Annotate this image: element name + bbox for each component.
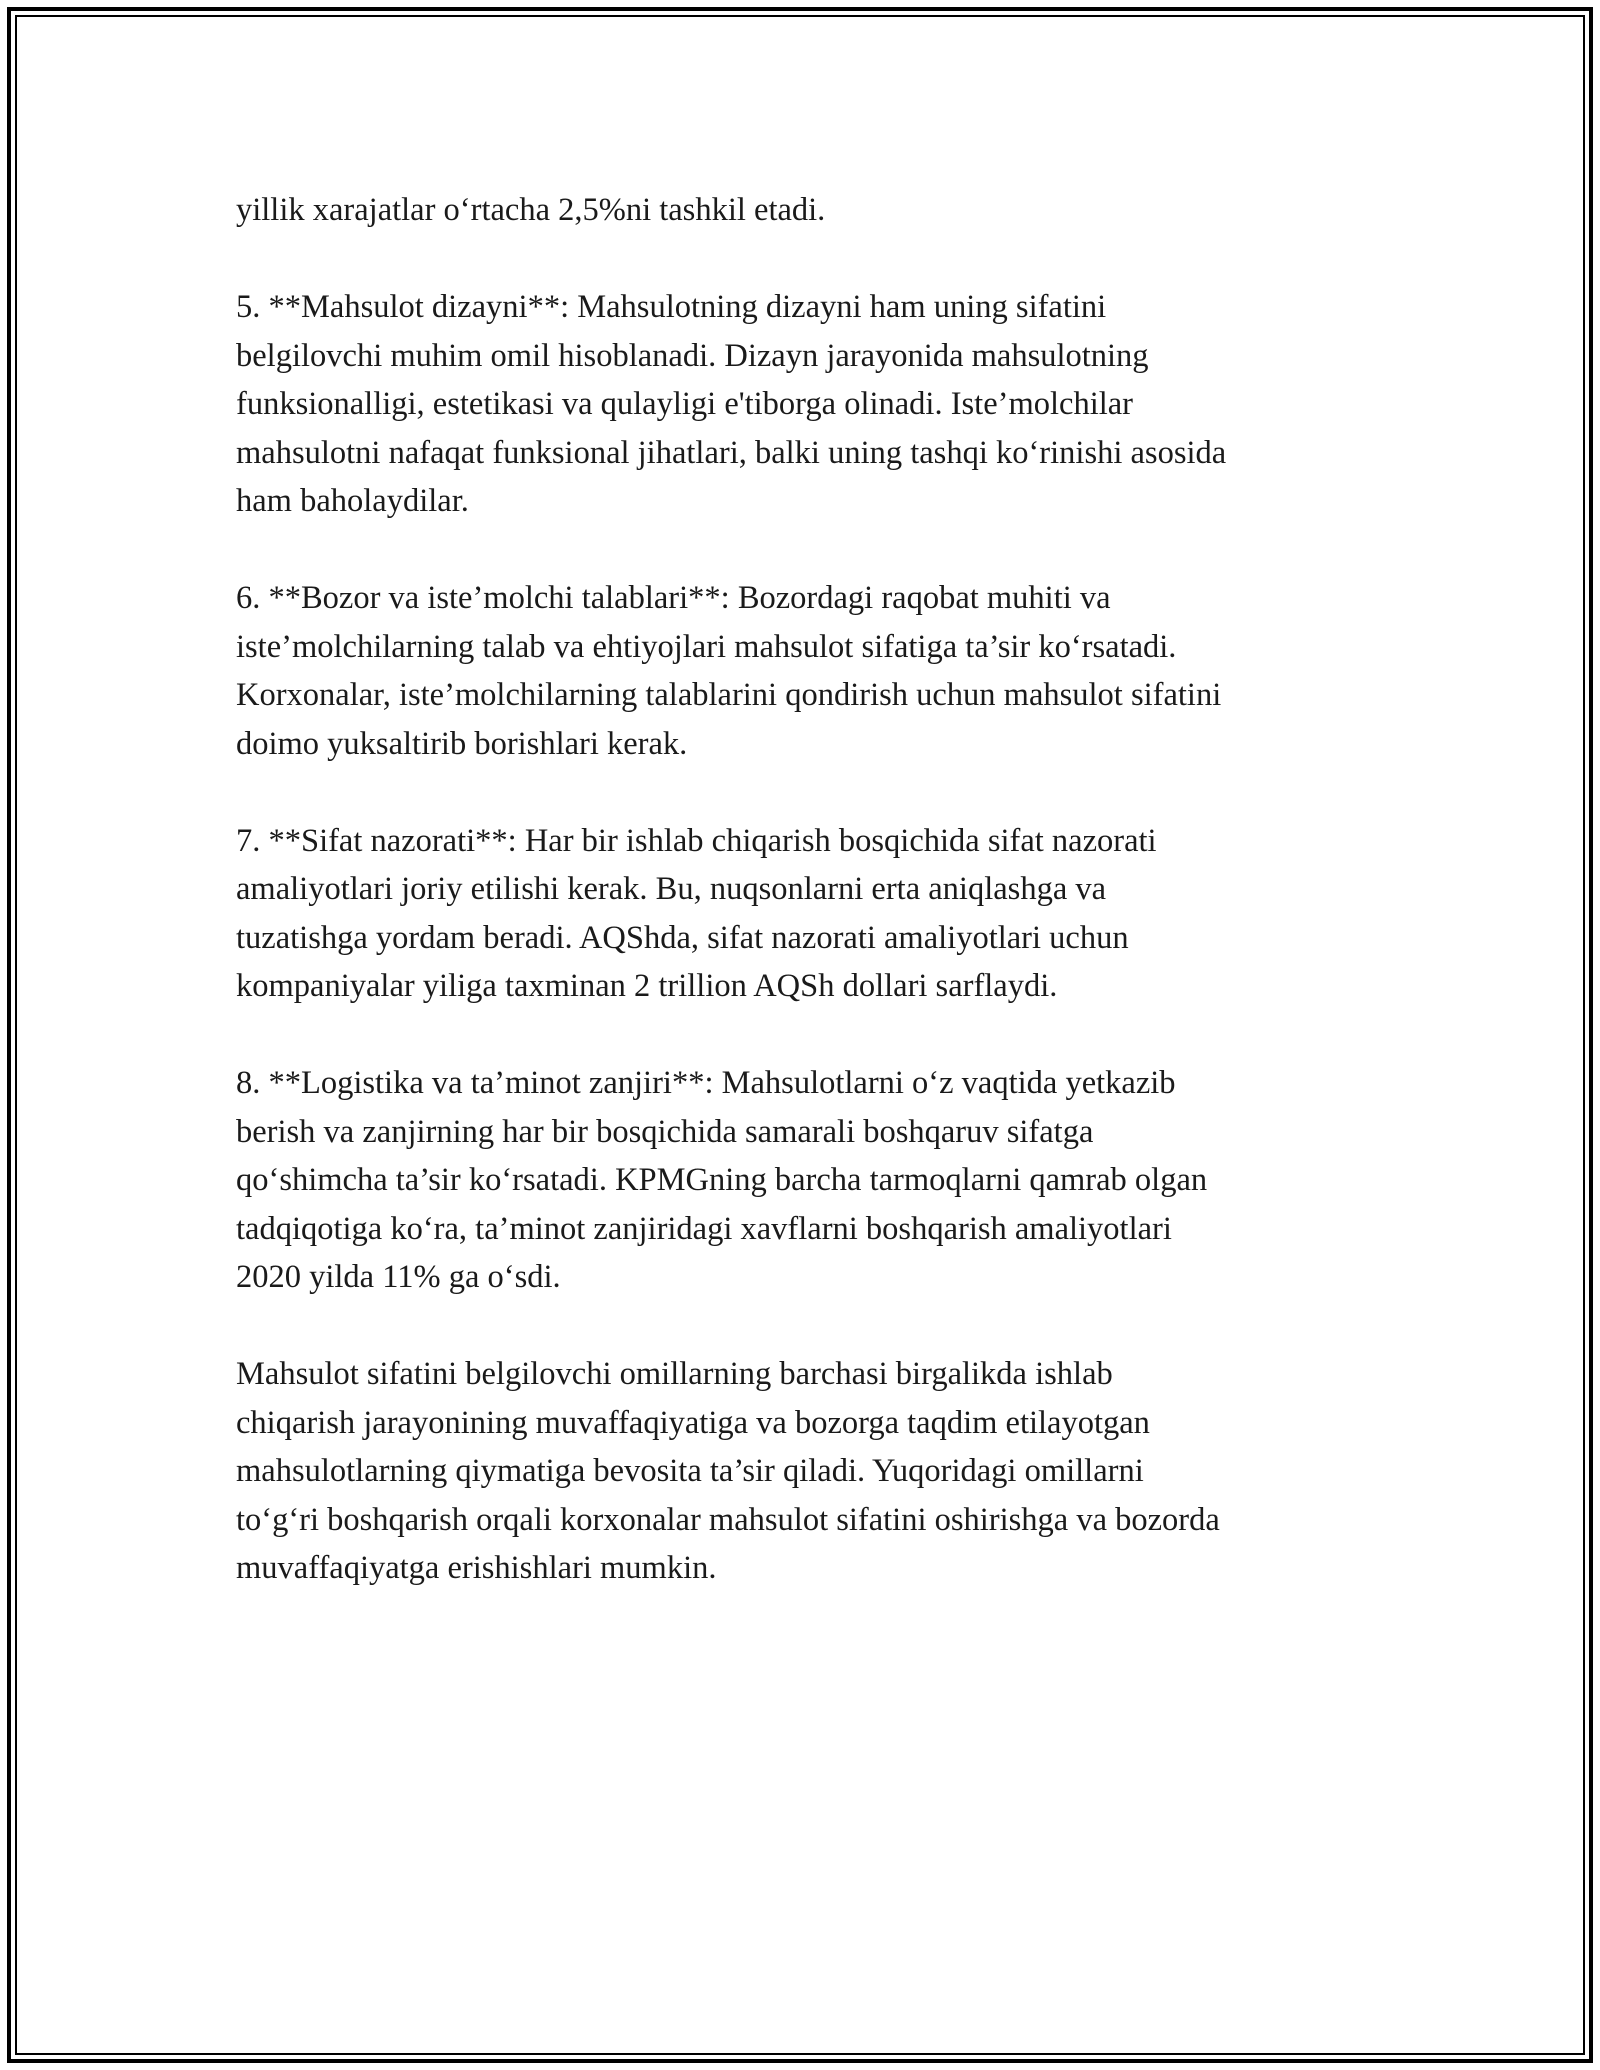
text-line: Mahsulot sifatini belgilovchi omillarning barchasi birgalikda ishlab: [236, 1356, 1113, 1392]
text-line: amaliyotlari joriy etilishi kerak. Bu, nuqsonlarni erta aniqlashga va: [236, 871, 1107, 907]
paragraph-product-design: [236, 283, 1366, 526]
text-line: to‘g‘ri boshqarish orqali korxonalar mahsulot sifatini oshirishga va bozorda: [236, 1501, 1220, 1538]
text-line: muvaffaqiyatga erishishlari mumkin.: [236, 1550, 717, 1586]
text-line: berish va zanjirning har bir bosqichida samarali boshqaruv sifatga: [236, 1113, 1094, 1150]
text-line: 8. **Logistika va ta’minot zanjiri**: Mahsulotlarni o‘z vaqtida yetkazib: [236, 1065, 1176, 1101]
text-line: yillik xarajatlar o‘rtacha 2,5%ni tashkil etadi.: [236, 192, 826, 228]
paragraph-continuation: [236, 186, 1366, 235]
text-line: tadqiqotiga ko‘ra, ta’minot zanjiridagi xavflarni boshqarish amaliyotlari: [236, 1210, 1172, 1247]
text-line: chiqarish jarayonining muvaffaqiyatiga va bozorga taqdim etilayotgan: [236, 1404, 1150, 1441]
text-line: funksionalligi, estetikasi va qulayligi e'tiborga olinadi. Iste’molchilar: [236, 386, 1134, 422]
text-line: 5. **Mahsulot dizayni**: Mahsulotning dizayni ham uning sifatini: [236, 289, 1107, 325]
paragraph-logistics: [236, 1059, 1366, 1302]
paragraph-quality-control: [236, 817, 1366, 1011]
paragraph-market-demand: [236, 574, 1366, 768]
text-line: iste’molchilarning talab va ehtiyojlari mahsulot sifatiga ta’sir ko‘rsatadi.: [236, 628, 1177, 665]
text-line: belgilovchi muhim omil hisoblanadi. Dizayn jarayonida mahsulotning: [236, 337, 1149, 374]
text-line: qo‘shimcha ta’sir ko‘rsatadi. KPMGning barcha tarmoqlarni qamrab olgan: [236, 1162, 1208, 1198]
text-line: 2020 yilda 11% ga o‘sdi.: [236, 1259, 561, 1295]
text-line: mahsulotlarning qiymatiga bevosita ta’sir qiladi. Yuqoridagi omillarni: [236, 1453, 1144, 1489]
paragraph-conclusion: [236, 1350, 1366, 1593]
text-line: Korxonalar, iste’molchilarning talablarini qondirish uchun mahsulot sifatini: [236, 677, 1222, 713]
text-line: tuzatishga yordam beradi. AQShda, sifat nazorati amaliyotlari uchun: [236, 919, 1129, 956]
text-line: doimo yuksaltirib borishlari kerak.: [236, 725, 688, 762]
text-line: kompaniyalar yiliga taxminan 2 trillion AQSh dollari sarflaydi.: [236, 968, 1058, 1004]
text-line: ham baholaydilar.: [236, 483, 469, 519]
document-body: [236, 186, 1366, 1641]
text-line: 6. **Bozor va iste’molchi talablari**: Bozordagi raqobat muhiti va: [236, 580, 1111, 616]
text-line: 7. **Sifat nazorati**: Har bir ishlab chiqarish bosqichida sifat nazorati: [236, 822, 1157, 859]
text-line: mahsulotni nafaqat funksional jihatlari, balki uning tashqi ko‘rinishi asosida: [236, 434, 1227, 471]
